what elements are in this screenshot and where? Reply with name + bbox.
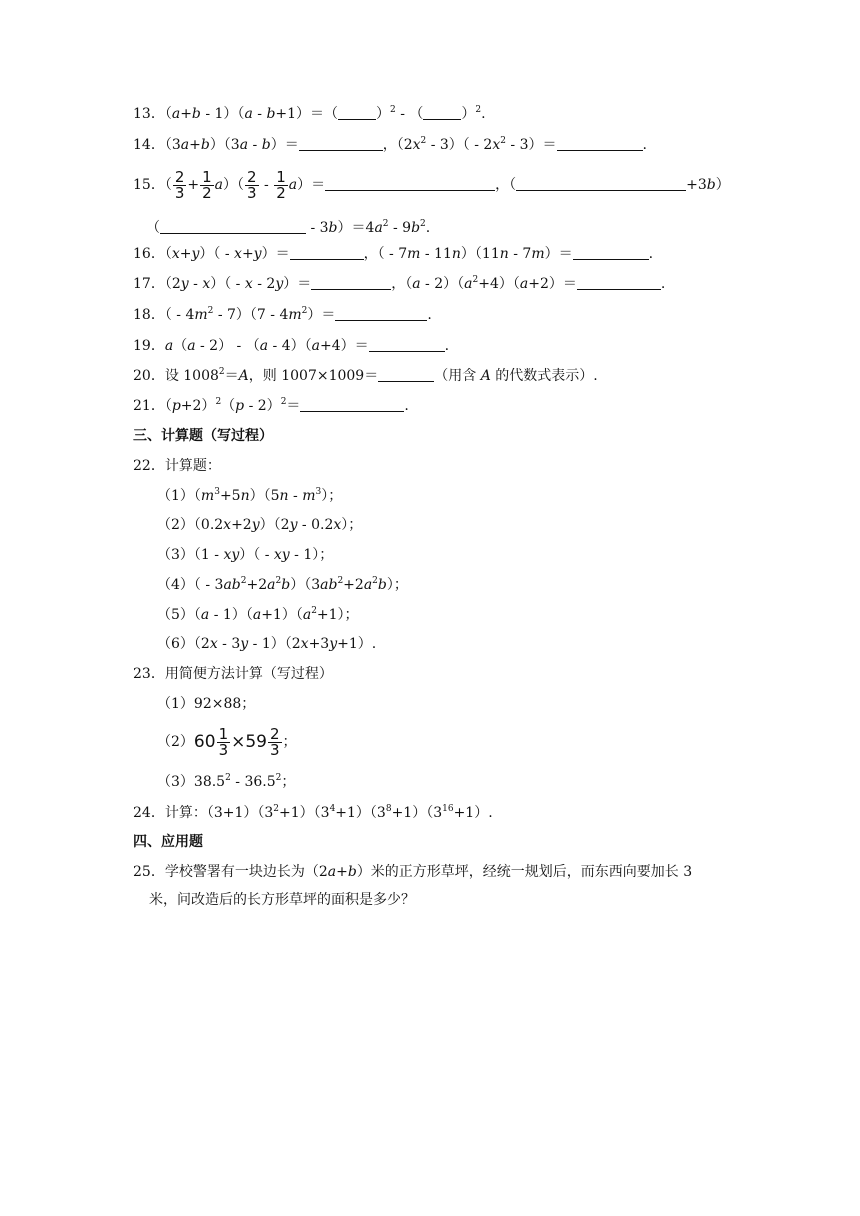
question-15: 15．（ $\frac{2}{3}$ + $\frac{1}{2}$ a）（ $\frac{2}{3}$ - $\frac{1}{2}$ a）＝ ，（ +3b） [133,167,730,202]
answer-blank[interactable] [311,275,391,290]
answer-blank[interactable] [299,136,383,151]
answer-blank[interactable] [378,367,434,382]
section-3-heading: 三、计算题（写过程） [133,428,273,444]
fraction: $\frac{1}{3}$ [218,724,229,759]
question-22-part-3: （3）（1 - xy）（ - xy - 1）； [157,547,334,563]
question-16: 16．（x+y）（ - x+y）＝ ，（ - 7m - 11n）（11n - 7m）＝ . [133,246,654,262]
answer-blank[interactable] [573,245,649,260]
question-25-line2: 米，问改造后的长方形草坪的面积是多少？ [149,892,415,908]
question-23-part-1: （1）92×88； [157,696,256,712]
question-23: 23．用简便方法计算（写过程） [133,666,333,682]
answer-blank[interactable] [335,306,427,321]
question-18: 18．（ - $4m^2 - 7)(7 - 4m^2)=$ . [133,306,432,323]
fraction: $\frac{2}{3}$ [247,167,257,202]
answer-blank[interactable] [160,219,306,234]
question-13: 13．（a+b - 1）（a - b+1）＝（ ）$^2$ - （ ）$^2$. [133,105,486,122]
answer-blank[interactable] [577,275,661,290]
answer-blank[interactable] [516,176,686,191]
question-21: 21．$(p+2)^2(p - 2)^2=$ . [133,397,409,414]
question-19: 19．a（a - 2） - （a - 4）（a+4）＝ . [133,338,450,354]
answer-blank[interactable] [369,337,445,352]
question-22-part-1: $(1)(m^3+5n)(5n - m^3)$； [157,487,343,504]
question-20: 20．设 $1008^2=A$，则 1007×1009＝ （用含 A 的代数式表示）. [133,367,598,384]
question-24: 24．计算：$(3+1)(3^2+1)(3^4+1)(3^8+1)(3^{16}+1)$. [133,804,493,821]
fraction: $\frac{2}{3}$ [174,167,185,202]
answer-blank[interactable] [290,245,364,260]
answer-blank[interactable] [338,105,376,120]
fraction: $\frac{2}{3}$ [270,724,280,759]
question-17: 17．（2y - x）（ - x - 2y）＝ ，$(a - 2)(a^2+4)(a+2)=$ . [133,275,666,292]
question-23-part-2: （2）60 $\frac{1}{3}$ ×59 $\frac{2}{3}$ ； [157,724,297,759]
question-22-part-6: （6）（2x - 3y - 1）（2x+3y+1）. [157,636,377,652]
question-22: 22．计算题： [133,458,221,474]
question-14: 14．（3a+b）（3a - b）＝ ，$(2x^2 - 3)( - 2x^2 - 3)=$ . [133,136,647,153]
question-22-part-4: $(4)( - 3ab^2+2a^2b)(3ab^2+2a^2b)$； [157,576,408,593]
fraction: $\frac{1}{2}$ [202,167,212,202]
fraction: $\frac{1}{2}$ [276,167,286,202]
section-4-heading: 四、应用题 [133,834,203,850]
question-22-part-2: （2）（0.2x+2y）（2y - 0.2x）； [157,517,363,533]
answer-blank[interactable] [300,397,404,412]
question-23-part-3: （3）38.5$^2$ - 36.5$^2$； [157,773,296,790]
question-22-part-5: $(5)(a - 1)(a+1)(a^2+1)$； [157,606,359,623]
question-15-line2: （ - $3b)=4a^2 - 9b^2$. [146,219,431,236]
question-25: 25．学校警署有一块边长为（2a+b）米的正方形草坪，经统一规划后，而东西向要加长 3 [133,864,693,880]
answer-blank[interactable] [423,105,461,120]
answer-blank[interactable] [325,176,495,191]
answer-blank[interactable] [557,136,643,151]
